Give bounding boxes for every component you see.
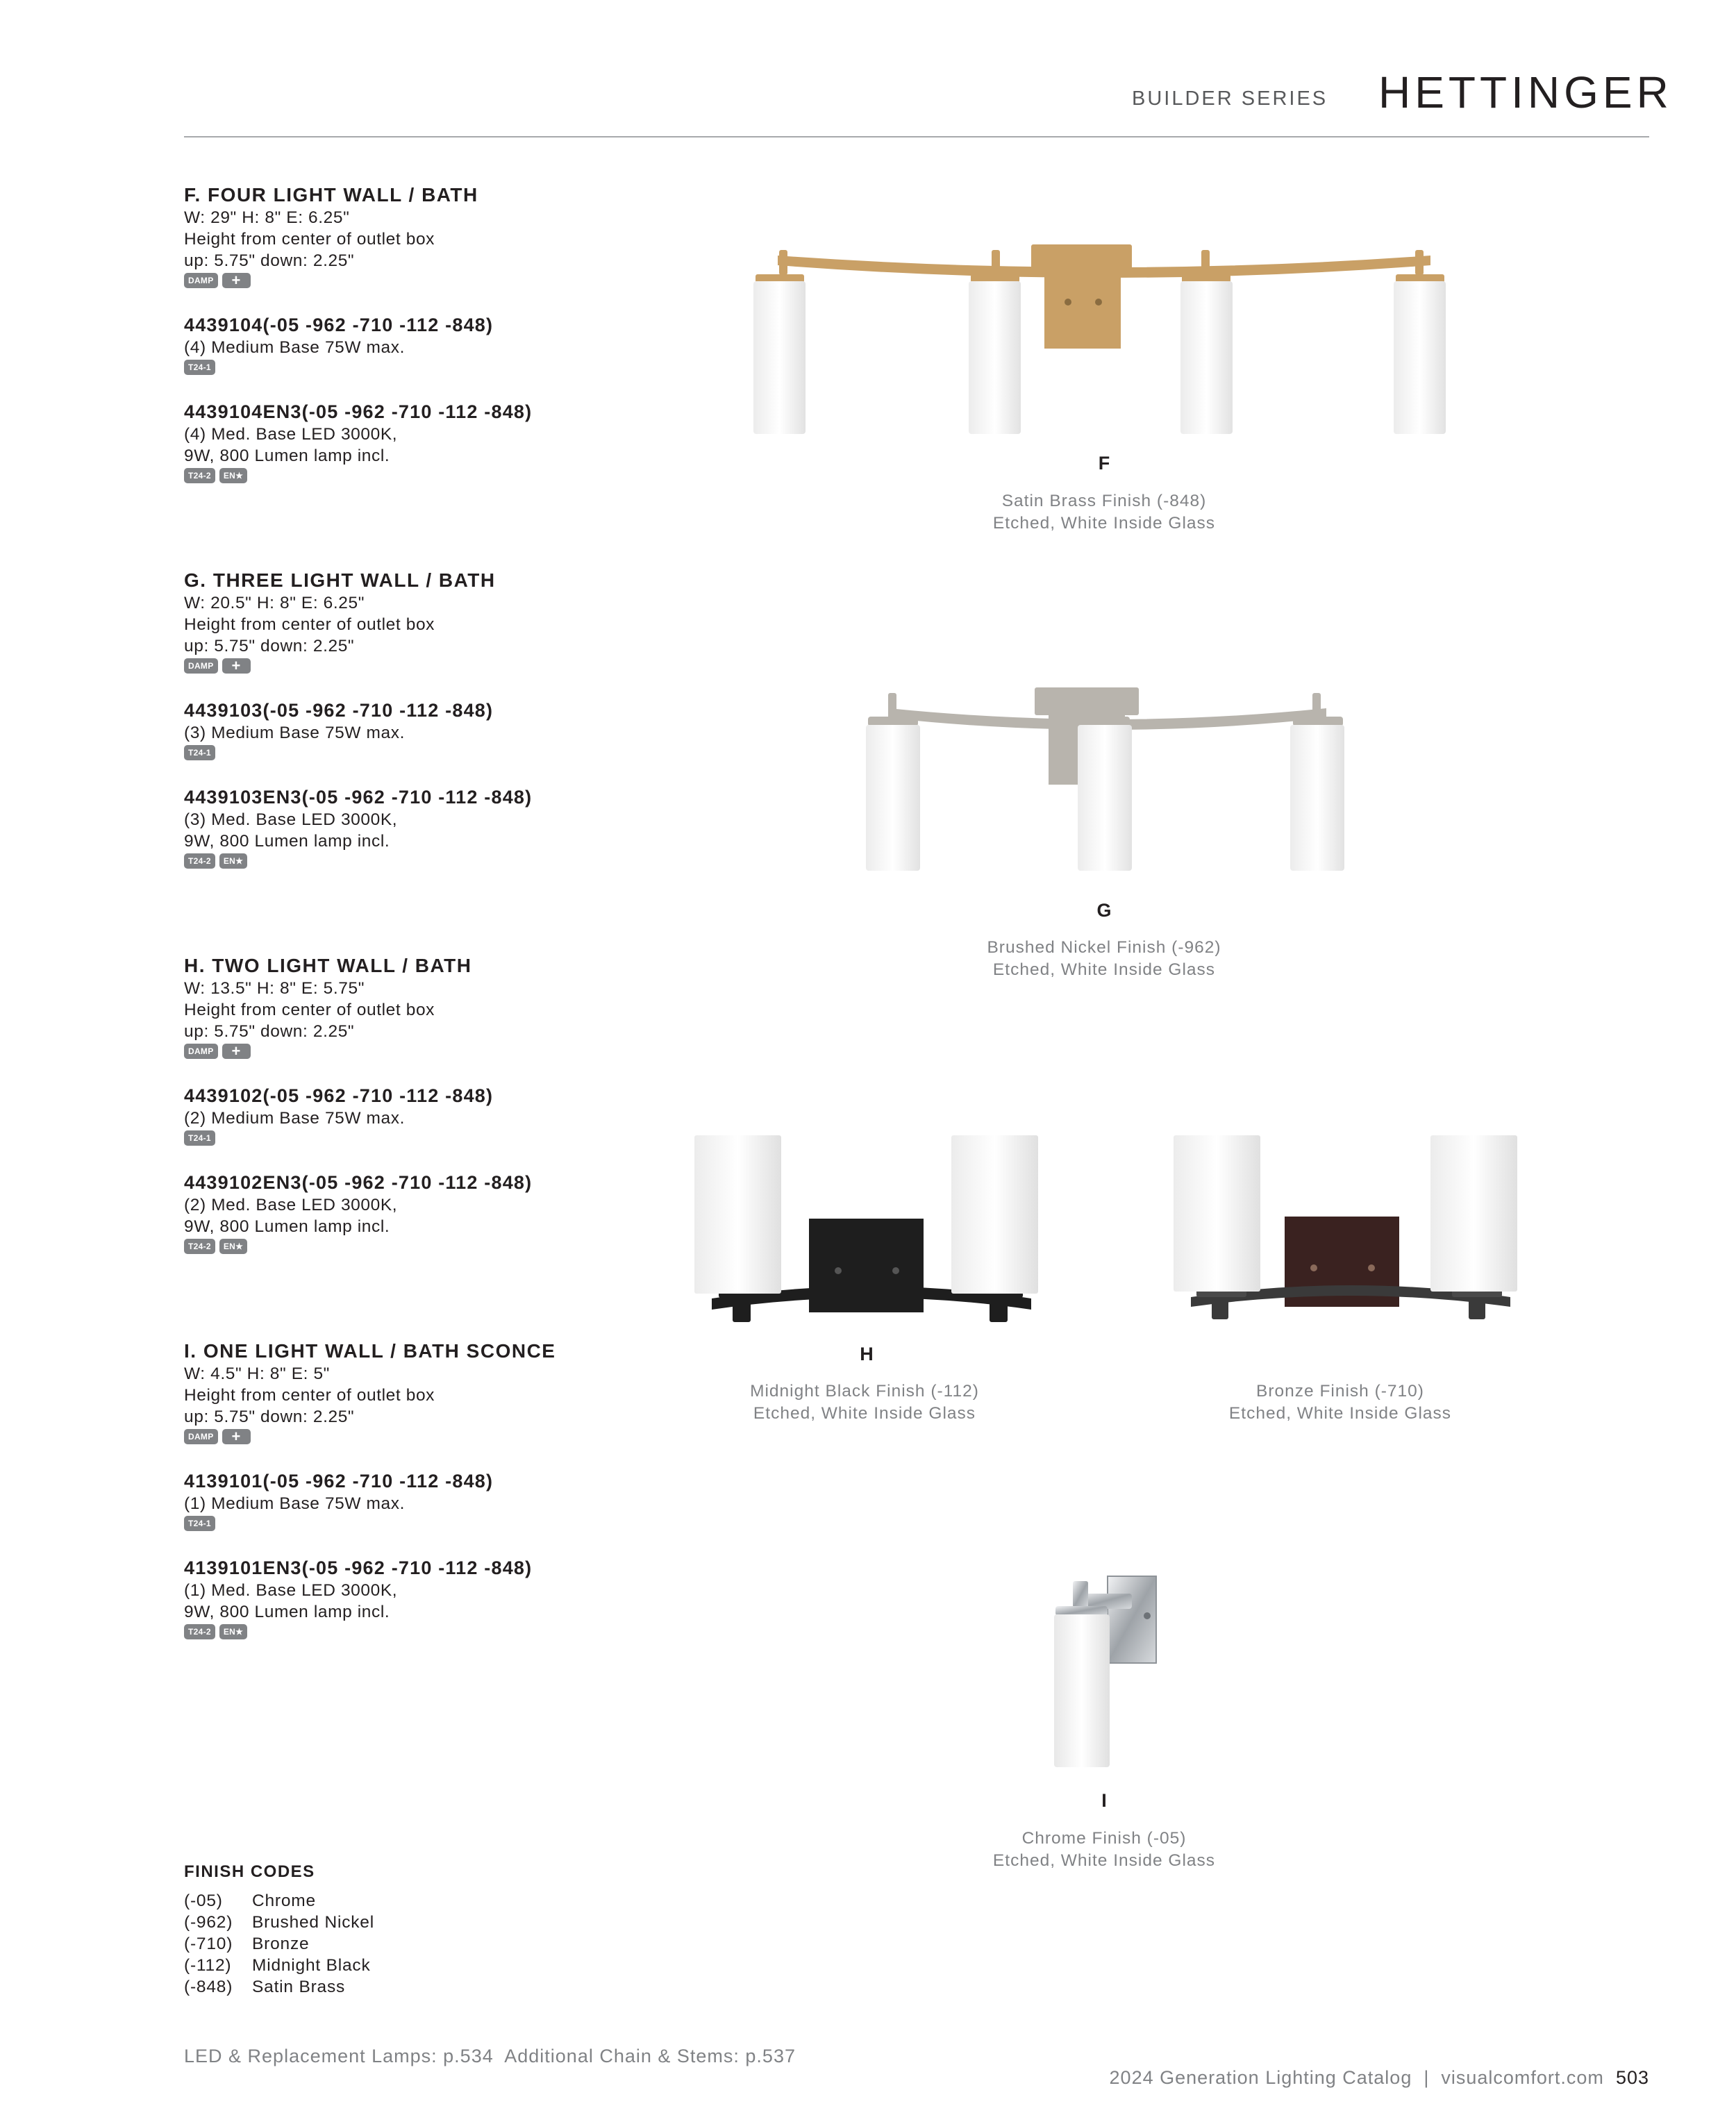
model-description: (3) Med. Base LED 3000K, <box>184 810 398 829</box>
glass-shade <box>1290 725 1344 871</box>
finish-name: Bronze Finish (-710) <box>1256 1382 1424 1401</box>
plus-badge: + <box>222 273 251 288</box>
energy-star-badge: EN★ <box>219 1239 247 1254</box>
t24-badge: T24-1 <box>184 745 215 760</box>
model-description-2: 9W, 800 Lumen lamp incl. <box>184 1217 390 1236</box>
finish-code-name: Chrome <box>252 1891 316 1910</box>
finish-code-name: Satin Brass <box>252 1978 346 1996</box>
model-description-2: 9W, 800 Lumen lamp incl. <box>184 832 390 851</box>
glass-shade <box>1078 725 1132 871</box>
product-image-two-light-black <box>691 1132 1052 1326</box>
finish-caption-g <box>896 937 1312 981</box>
model-number: 4439104EN3(-05 -962 -710 -112 -848) <box>184 401 533 422</box>
model-badges <box>184 360 740 379</box>
glass-shade <box>1054 1614 1110 1767</box>
model-badges <box>184 468 740 487</box>
glass-shade <box>969 281 1021 434</box>
energy-star-badge: EN★ <box>219 1624 247 1639</box>
glass-name: Etched, White Inside Glass <box>992 960 1216 979</box>
finish-caption-h2 <box>1132 1380 1549 1425</box>
t24-badge: T24-2 <box>184 1624 215 1639</box>
t24-badge: T24-2 <box>184 1239 215 1254</box>
t24-badge: T24-1 <box>184 1516 215 1531</box>
dimensions: W: 4.5" H: 8" E: 5" <box>184 1364 330 1383</box>
damp-badge: DAMP <box>184 1429 218 1444</box>
figure-letter-f: F <box>1098 453 1110 474</box>
footer-references: LED & Replacement Lamps: p.534 Additional Chain & Stems: p.537 <box>184 2046 796 2066</box>
height-values: up: 5.75" down: 2.25" <box>184 637 355 655</box>
finish-codes-title: FINISH CODES <box>184 1862 315 1881</box>
height-values: up: 5.75" down: 2.25" <box>184 251 355 270</box>
catalog-name: 2024 Generation Lighting Catalog | visualcomfort.com <box>1109 2067 1604 2088</box>
figure-letter-g: G <box>1096 900 1112 921</box>
model-badges <box>184 1516 740 1535</box>
glass-name: Etched, White Inside Glass <box>992 514 1216 533</box>
finish-caption-f <box>896 490 1312 535</box>
glass-shade <box>753 281 806 434</box>
t24-badge: T24-1 <box>184 1130 215 1146</box>
height-note: Height from center of outlet box <box>184 1386 435 1405</box>
height-values: up: 5.75" down: 2.25" <box>184 1407 355 1426</box>
glass-name: Etched, White Inside Glass <box>753 1404 976 1423</box>
plus-badge: + <box>222 1429 251 1444</box>
glass-shade <box>951 1135 1038 1294</box>
model-badges <box>184 1624 740 1644</box>
height-values: up: 5.75" down: 2.25" <box>184 1022 355 1041</box>
t24-badge: T24-2 <box>184 853 215 869</box>
dimensions: W: 20.5" H: 8" E: 6.25" <box>184 594 365 612</box>
finish-code-row <box>184 1955 371 1976</box>
model-badges <box>184 1239 740 1258</box>
glass-shade <box>1430 1135 1517 1292</box>
section-h <box>184 954 740 1258</box>
figure-letter-h: H <box>860 1344 874 1364</box>
damp-badge: DAMP <box>184 273 218 288</box>
finish-caption-i <box>896 1828 1312 1872</box>
dimensions: W: 13.5" H: 8" E: 5.75" <box>184 979 365 998</box>
model-badges <box>184 853 740 873</box>
finish-name: Chrome Finish (-05) <box>1021 1829 1187 1848</box>
glass-shade <box>866 725 920 871</box>
glass-shade <box>1180 281 1233 434</box>
finish-caption-h <box>656 1380 1073 1425</box>
finish-code: (-962) <box>184 1913 233 1932</box>
model-badges <box>184 745 740 765</box>
model-number: 4439102EN3(-05 -962 -710 -112 -848) <box>184 1172 533 1193</box>
glass-shade <box>694 1135 781 1294</box>
model-number: 4439102(-05 -962 -710 -112 -848) <box>184 1085 494 1106</box>
page-number: 503 <box>1615 2067 1649 2088</box>
rating-badges <box>184 658 740 678</box>
figure-letter-i: I <box>1101 1790 1107 1811</box>
finish-code-row <box>184 1890 316 1912</box>
product-image-two-light-bronze <box>1170 1132 1531 1326</box>
section-title: F. FOUR LIGHT WALL / BATH <box>184 184 478 206</box>
glass-shade <box>1174 1135 1260 1292</box>
model-description: (4) Medium Base 75W max. <box>184 338 406 357</box>
finish-code: (-710) <box>184 1935 233 1953</box>
finish-code-row <box>184 1912 374 1933</box>
model-description: (1) Medium Base 75W max. <box>184 1494 406 1513</box>
finish-name: Brushed Nickel Finish (-962) <box>987 938 1221 957</box>
glass-name: Etched, White Inside Glass <box>1228 1404 1452 1423</box>
height-note: Height from center of outlet box <box>184 230 435 249</box>
height-note: Height from center of outlet box <box>184 615 435 634</box>
finish-code-name: Bronze <box>252 1935 310 1953</box>
energy-star-badge: EN★ <box>219 468 247 483</box>
product-image-four-light <box>736 236 1472 437</box>
height-note: Height from center of outlet box <box>184 1001 435 1019</box>
wall-plate <box>1044 272 1121 349</box>
damp-badge: DAMP <box>184 658 218 674</box>
model-number: 4139101(-05 -962 -710 -112 -848) <box>184 1471 494 1492</box>
glass-shade <box>1394 281 1446 434</box>
section-f <box>184 183 740 487</box>
product-image-three-light <box>840 687 1375 889</box>
footer-catalog <box>1098 2046 1649 2089</box>
model-description: (2) Medium Base 75W max. <box>184 1109 406 1128</box>
model-number: 4439103(-05 -962 -710 -112 -848) <box>184 700 494 721</box>
model-description: (3) Medium Base 75W max. <box>184 724 406 742</box>
section-title: G. THREE LIGHT WALL / BATH <box>184 569 496 591</box>
rating-badges <box>184 1044 740 1063</box>
model-description-2: 9W, 800 Lumen lamp incl. <box>184 1603 390 1621</box>
header-divider <box>184 136 1649 137</box>
finish-name: Midnight Black Finish (-112) <box>750 1382 979 1401</box>
finish-code: (-848) <box>184 1978 233 1996</box>
model-number: 4139101EN3(-05 -962 -710 -112 -848) <box>184 1557 533 1578</box>
collection-title: HETTINGER <box>1378 67 1673 117</box>
model-description: (2) Med. Base LED 3000K, <box>184 1196 398 1214</box>
finish-name: Satin Brass Finish (-848) <box>1001 492 1207 510</box>
finish-code: (-05) <box>184 1891 223 1910</box>
wall-plate <box>1108 1576 1156 1663</box>
plus-badge: + <box>222 658 251 674</box>
model-description-2: 9W, 800 Lumen lamp incl. <box>184 446 390 465</box>
model-badges <box>184 1130 740 1150</box>
dimensions: W: 29" H: 8" E: 6.25" <box>184 208 350 227</box>
rating-badges <box>184 1429 740 1448</box>
finish-code-row <box>184 1933 309 1955</box>
section-title: H. TWO LIGHT WALL / BATH <box>184 955 472 976</box>
finish-code-name: Brushed Nickel <box>252 1913 374 1932</box>
energy-star-badge: EN★ <box>219 853 247 869</box>
backplate <box>1035 687 1139 715</box>
rating-badges <box>184 273 740 292</box>
product-image-one-light <box>1035 1573 1174 1771</box>
model-number: 4439103EN3(-05 -962 -710 -112 -848) <box>184 787 533 808</box>
damp-badge: DAMP <box>184 1044 218 1059</box>
t24-badge: T24-2 <box>184 468 215 483</box>
section-g <box>184 569 740 873</box>
model-description: (1) Med. Base LED 3000K, <box>184 1581 398 1600</box>
series-label: BUILDER SERIES <box>1132 87 1328 110</box>
finish-code-row <box>184 1976 345 1998</box>
model-number: 4439104(-05 -962 -710 -112 -848) <box>184 315 494 335</box>
plus-badge: + <box>222 1044 251 1059</box>
finish-code-name: Midnight Black <box>252 1956 371 1975</box>
t24-badge: T24-1 <box>184 360 215 375</box>
model-description: (4) Med. Base LED 3000K, <box>184 425 398 444</box>
metal-parts <box>756 244 1444 349</box>
finish-code: (-112) <box>184 1956 232 1975</box>
section-title: I. ONE LIGHT WALL / BATH SCONCE <box>184 1340 556 1362</box>
glass-name: Etched, White Inside Glass <box>992 1851 1216 1870</box>
